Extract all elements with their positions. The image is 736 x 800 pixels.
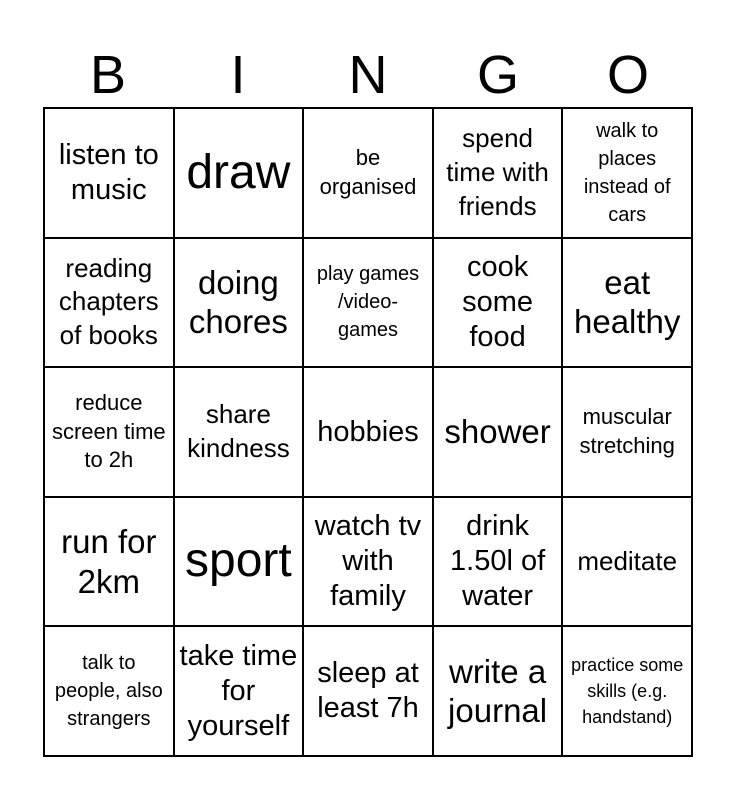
header-letter-i: I	[230, 45, 246, 105]
bingo-cell[interactable]: spend time with friends	[433, 108, 563, 238]
bingo-cell[interactable]: run for 2km	[44, 497, 174, 627]
header-letter-g: G	[476, 45, 519, 105]
header-letter-b: B	[89, 45, 127, 105]
bingo-cell[interactable]: meditate	[562, 497, 692, 627]
bingo-cell[interactable]: muscular stretching	[562, 367, 692, 497]
bingo-cell[interactable]: sleep at least 7h	[303, 626, 433, 756]
bingo-cell[interactable]: reduce screen time to 2h	[44, 367, 174, 497]
bingo-cell[interactable]: sport	[174, 497, 304, 627]
bingo-cell[interactable]: write a journal	[433, 626, 563, 756]
header-letter-n: N	[348, 45, 388, 105]
bingo-cell[interactable]: drink 1.50l of water	[433, 497, 563, 627]
bingo-cell[interactable]: hobbies	[303, 367, 433, 497]
bingo-cell[interactable]: reading chapters of books	[44, 238, 174, 368]
bingo-cell[interactable]: doing chores	[174, 238, 304, 368]
bingo-cell[interactable]: watch tv with family	[303, 497, 433, 627]
bingo-cell[interactable]: listen to music	[44, 108, 174, 238]
bingo-cell[interactable]: share kindness	[174, 367, 304, 497]
bingo-cell[interactable]: take time for yourself	[174, 626, 304, 756]
bingo-cell[interactable]: play games /video-games	[303, 238, 433, 368]
bingo-cell[interactable]: eat healthy	[562, 238, 692, 368]
bingo-cell[interactable]: draw	[174, 108, 304, 238]
bingo-cell[interactable]: talk to people, also strangers	[44, 626, 174, 756]
bingo-cell[interactable]: be organised	[303, 108, 433, 238]
bingo-header	[43, 44, 693, 106]
bingo-board	[43, 107, 693, 757]
header-letter-o: O	[606, 45, 649, 105]
bingo-cell[interactable]: walk to places instead of cars	[562, 108, 692, 238]
bingo-cell[interactable]: practice some skills (e.g. handstand)	[562, 626, 692, 756]
bingo-cell[interactable]: shower	[433, 367, 563, 497]
bingo-cell[interactable]: cook some food	[433, 238, 563, 368]
